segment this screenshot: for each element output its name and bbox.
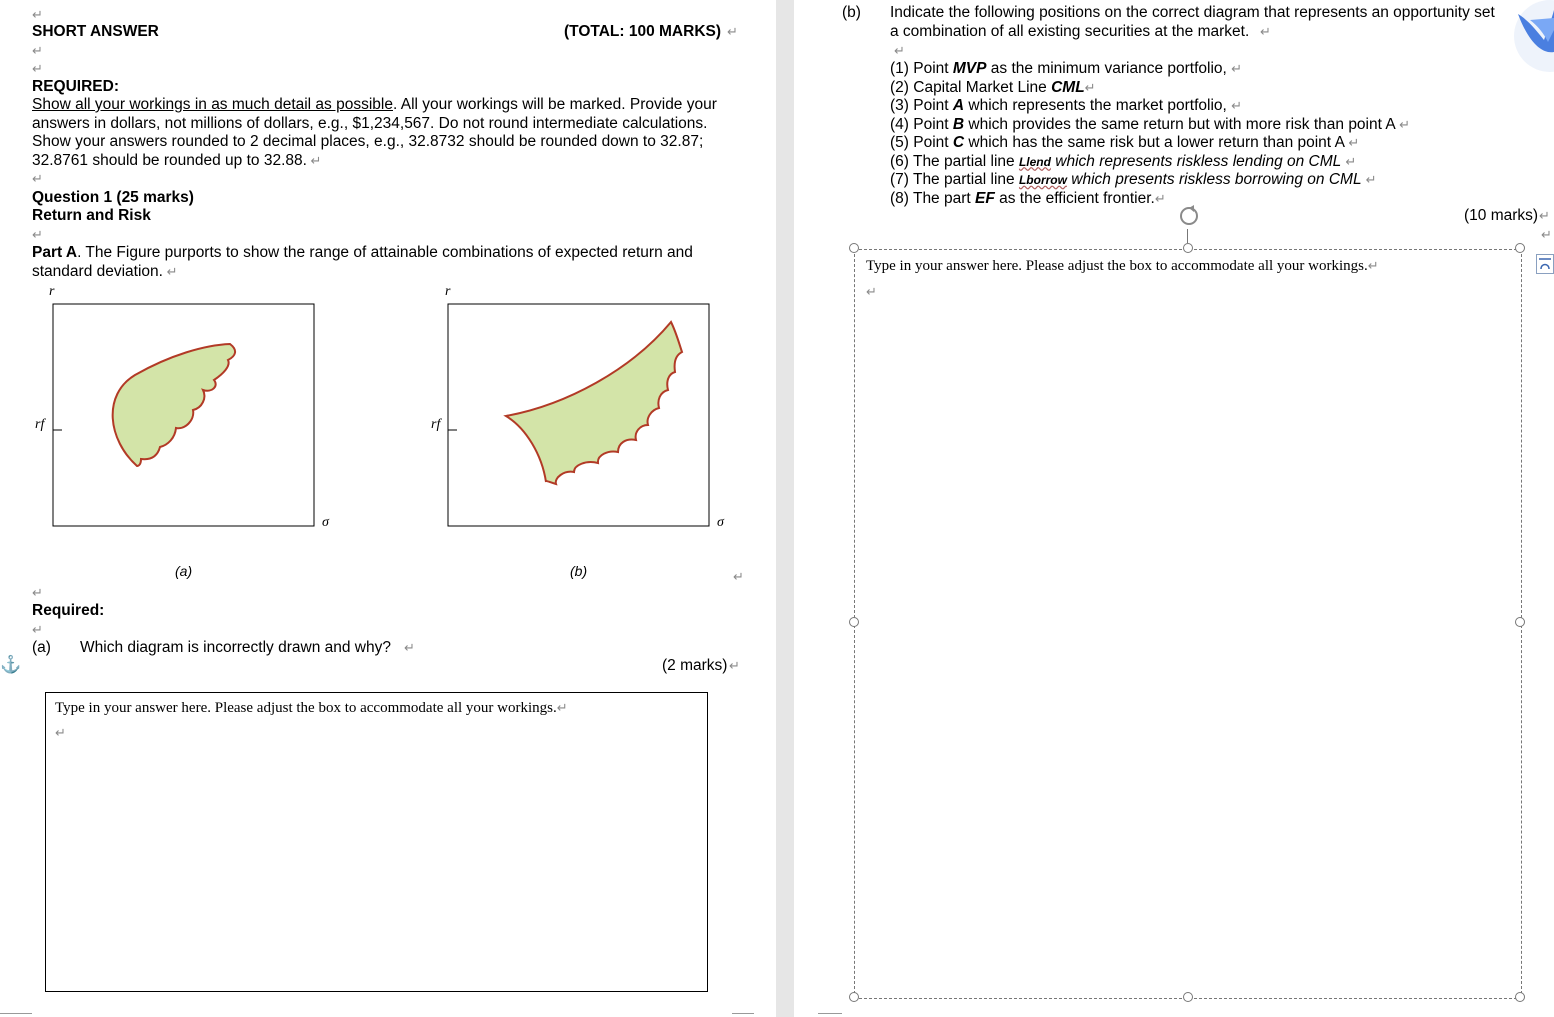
question-a-label: (a) (32, 639, 51, 656)
panel-b-x-axis-label: σ (717, 515, 724, 530)
left-page (0, 0, 776, 1017)
crop-mark (0, 1013, 32, 1014)
answer-placeholder-a[interactable]: Type in your answer here. Please adjust the box to accommodate all your workings.↵ (55, 700, 568, 716)
question-b-marks: (10 marks) (1464, 207, 1539, 224)
panel-b-y-axis-label: r (445, 284, 451, 299)
page-gutter (776, 0, 794, 1017)
crop-mark (732, 1013, 754, 1014)
paragraph-mark: ↵ (1539, 208, 1550, 223)
paragraph-mark: ↵ (32, 585, 43, 600)
paragraph-mark: ↵ (404, 640, 415, 655)
rotate-handle-icon[interactable] (1176, 203, 1202, 229)
rotate-handle-connector (1187, 229, 1188, 243)
paragraph-mark: ↵ (32, 171, 43, 186)
paragraph-mark: ↵ (866, 284, 877, 299)
list-item: (8) The part EF as the efficient frontier.↵ (890, 189, 1166, 207)
resize-handle[interactable] (849, 992, 859, 1002)
panel-a-x-axis-label: σ (322, 515, 329, 530)
list-item: (7) The partial line Lborrow which presents riskless borrowing on CML ↵ (890, 171, 1377, 188)
part-a-text: . The Figure purports to show the range of attainable combinations of expected return and standard deviation. (32, 244, 693, 280)
anchor-icon: ⚓ (0, 655, 22, 674)
panel-b-rf-label: rf (431, 417, 441, 432)
required-label: Required: (32, 602, 105, 619)
crop-mark (818, 1013, 842, 1014)
question-a-text: Which diagram is incorrectly drawn and why? (80, 639, 391, 656)
resize-handle[interactable] (1515, 992, 1525, 1002)
paragraph-mark: ↵ (733, 569, 744, 584)
paragraph-mark: ↵ (727, 24, 738, 39)
answer-box-b[interactable] (854, 249, 1522, 999)
paragraph-mark: ↵ (32, 61, 43, 76)
instructions-paragraph: Show all your workings in as much detail as possible. All your workings will be marked. Provide your answers in dollars, not millions of dollars, e.g., $1,234,567. Do not round intermediate calculations. Show your answers rounded to 2 decimal places, e.g., 32.8732 should be rounded down to 32.87; 32.8761 should be rounded up to 32.88. ↵ (32, 96, 717, 169)
panel-a-y-axis-label: r (49, 284, 55, 299)
paragraph-mark: ↵ (894, 43, 905, 58)
panel-b-chart (446, 300, 716, 530)
panel-b-label: (b) (570, 563, 588, 579)
panel-a-label: (a) (175, 563, 193, 579)
section-title: SHORT ANSWER (32, 23, 159, 40)
resize-handle[interactable] (1515, 617, 1525, 627)
list-item: (2) Capital Market Line CML↵ (890, 78, 1096, 96)
positions-list (890, 60, 1410, 208)
resize-handle[interactable] (849, 617, 859, 627)
question-title: Question 1 (25 marks) (32, 189, 194, 206)
right-page (794, 0, 1554, 1017)
paragraph-mark: ↵ (1541, 227, 1552, 242)
instructions-underlined: Show all your workings in as much detail as possible (32, 96, 393, 113)
instructions-text: . All your workings will be marked. Provide your answers in dollars, not millions of dollars, e.g., $1,234,567. Do not round intermediate calculations. Show your answers rounded to 2 decimal places, e.g., 32.8732 should be rounded down to 32.87; 32.8761 should be rounded up to 32.88. (32, 96, 717, 169)
list-item: (1) Point MVP as the minimum variance portfolio, ↵ (890, 60, 1243, 77)
list-item: (3) Point A which represents the market portfolio, ↵ (890, 97, 1243, 114)
question-a-marks: (2 marks) (662, 657, 728, 674)
list-item: (4) Point B which provides the same return but with more risk than point A ↵ (890, 115, 1411, 133)
resize-handle[interactable] (849, 243, 859, 253)
question-b-text-line1: Indicate the following positions on the correct diagram that represents an opportunity set (890, 4, 1495, 21)
required-heading: REQUIRED: (32, 78, 119, 95)
layout-options-icon[interactable] (1536, 254, 1554, 274)
paragraph-mark: ↵ (55, 725, 66, 740)
question-b-label: (b) (842, 4, 861, 21)
paragraph-mark: ↵ (32, 43, 43, 58)
paragraph-mark: ↵ (1260, 24, 1271, 39)
panel-a-rf-label: rf (35, 417, 45, 432)
paragraph-mark: ↵ (32, 622, 43, 637)
answer-box-a[interactable] (45, 692, 708, 992)
answer-placeholder-b[interactable]: Type in your answer here. Please adjust the box to accommodate all your workings.↵ (866, 258, 1379, 274)
list-item: (6) The partial line Llend which represents riskless lending on CML ↵ (890, 152, 1357, 170)
question-subtitle: Return and Risk (32, 207, 151, 224)
list-item: (5) Point C which has the same risk but a lower return than point A ↵ (890, 134, 1360, 151)
copilot-logo-icon[interactable] (1500, 0, 1554, 72)
paragraph-mark: ↵ (32, 7, 43, 22)
panel-a-chart (50, 300, 320, 530)
resize-handle[interactable] (1183, 992, 1193, 1002)
paragraph-mark: ↵ (729, 658, 740, 673)
total-marks: (TOTAL: 100 MARKS) (564, 23, 722, 40)
resize-handle[interactable] (1515, 243, 1525, 253)
part-a-label: Part A (32, 244, 78, 261)
question-b-text-line2: a combination of all existing securities at the market. (890, 23, 1250, 40)
paragraph-mark: ↵ (32, 227, 43, 242)
part-a-paragraph: Part A. The Figure purports to show the range of attainable combinations of expected return and standard deviation. ↵ (32, 244, 693, 280)
resize-handle[interactable] (1183, 243, 1193, 253)
